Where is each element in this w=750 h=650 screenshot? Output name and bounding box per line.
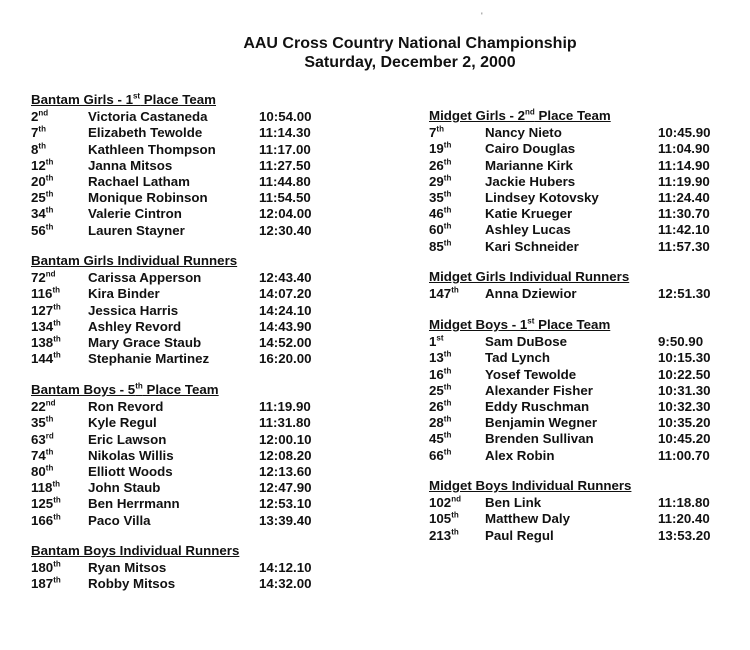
place-ordinal: th <box>52 479 61 489</box>
finish-time: 11:44.80 <box>259 173 311 189</box>
result-row <box>31 141 311 158</box>
runner-name: Tad Lynch <box>485 350 551 366</box>
results-section <box>31 253 312 367</box>
place-ordinal: th <box>443 157 452 167</box>
runner-name: Victoria Castaneda <box>88 109 208 125</box>
result-row <box>31 269 312 286</box>
runner-name: Kira Binder <box>88 286 160 302</box>
finish-place: 25th <box>429 382 452 398</box>
place-ordinal: th <box>443 140 452 150</box>
runner-name: Carissa Apperson <box>88 270 202 286</box>
result-row <box>429 221 710 238</box>
finish-time: 14:07.20 <box>259 286 312 302</box>
finish-place: 213th <box>429 527 459 543</box>
finish-place: 134th <box>31 318 61 334</box>
place-ordinal: th <box>443 189 452 199</box>
finish-time: 11:19.90 <box>658 173 710 189</box>
runner-name: Lauren Stayner <box>88 222 185 238</box>
finish-time: 12:30.40 <box>259 222 312 238</box>
result-row <box>429 447 710 464</box>
runner-name: Ryan Mitsos <box>88 560 167 576</box>
result-row <box>31 398 311 415</box>
finish-time: 11:27.50 <box>259 157 311 173</box>
result-row <box>429 382 711 399</box>
results-section <box>31 91 312 239</box>
finish-place: 7th <box>429 124 444 141</box>
finish-time: 9:50.90 <box>658 334 704 350</box>
result-row <box>31 222 312 239</box>
place-ordinal: th <box>53 575 61 585</box>
finish-time: 12:13.60 <box>259 463 312 479</box>
finish-time: 14:24.10 <box>259 302 312 318</box>
place-ordinal: th <box>451 527 459 537</box>
runner-name: Mary Grace Staub <box>88 334 202 350</box>
place-ordinal: th <box>45 463 54 473</box>
finish-place: 12th <box>31 157 54 173</box>
place-ordinal: th <box>53 318 61 328</box>
result-row <box>31 173 311 190</box>
runner-name: Ashley Lucas <box>485 222 571 238</box>
place-ordinal: th <box>443 398 452 408</box>
result-row <box>429 157 710 174</box>
runner-name: John Staub <box>88 480 161 496</box>
result-row <box>429 173 710 190</box>
runner-name: Monique Robinson <box>88 190 208 206</box>
section-heading-text: Midget Boys - 1 <box>429 317 528 332</box>
finish-time: 12:04.00 <box>259 206 312 222</box>
runner-name: Eddy Ruschman <box>485 398 590 414</box>
finish-place: 116th <box>31 285 61 302</box>
place-ordinal: th <box>53 512 61 522</box>
finish-place: 2nd <box>31 108 49 125</box>
finish-time: 12:51.30 <box>658 286 711 302</box>
finish-place: 34th <box>31 205 54 222</box>
finish-time: 11:20.40 <box>658 511 710 527</box>
result-row <box>31 479 312 496</box>
section-heading-text: Bantam Girls - 1 <box>31 92 133 107</box>
page-subtitle: Saturday, December 2, 2000 <box>304 54 516 71</box>
finish-place: 63rd <box>31 431 54 447</box>
result-row <box>429 430 711 447</box>
finish-time: 11:14.30 <box>259 125 311 141</box>
finish-place: 26th <box>429 398 452 414</box>
result-row <box>31 575 312 592</box>
results-section <box>429 478 711 544</box>
finish-time: 11:19.90 <box>259 399 311 415</box>
result-row <box>31 350 312 367</box>
result-row <box>31 559 312 576</box>
section-heading <box>31 382 219 398</box>
runner-name: Valerie Cintron <box>88 206 182 222</box>
runner-name: Alex Robin <box>485 447 555 463</box>
place-ordinal: th <box>53 559 61 569</box>
finish-place: 127th <box>31 302 61 318</box>
finish-place: 46th <box>429 205 452 222</box>
finish-time: 12:43.40 <box>259 270 312 286</box>
runner-name: Alexander Fisher <box>485 382 593 398</box>
finish-place: 7th <box>31 124 46 141</box>
finish-place: 29th <box>429 173 452 189</box>
place-ordinal: th <box>53 302 61 312</box>
finish-time: 11:42.10 <box>658 222 710 238</box>
runner-name: Stephanie Martinez <box>88 351 210 367</box>
finish-time: 10:54.00 <box>259 109 312 125</box>
finish-place: 125th <box>31 495 61 512</box>
runner-name: Marianne Kirk <box>485 157 573 173</box>
place-ordinal: th <box>443 430 452 440</box>
result-row <box>31 302 312 319</box>
result-row <box>429 285 711 302</box>
place-ordinal: th <box>443 221 452 231</box>
result-row <box>31 431 312 448</box>
result-row <box>31 334 312 351</box>
runner-name: Robby Mitsos <box>88 576 176 592</box>
result-row <box>429 238 710 255</box>
result-row <box>429 494 710 511</box>
runner-name: Nikolas Willis <box>88 447 174 463</box>
place-ordinal: rd <box>45 431 54 441</box>
place-ordinal: th <box>451 510 459 520</box>
section-heading-text: Midget Boys Individual Runners <box>429 478 632 493</box>
finish-place: 20th <box>31 173 54 189</box>
finish-time: 13:39.40 <box>259 512 312 528</box>
runner-name: Benjamin Wegner <box>485 415 598 431</box>
finish-time: 10:31.30 <box>658 382 711 398</box>
finish-time: 12:53.10 <box>259 496 312 512</box>
result-row <box>31 318 312 335</box>
section-heading-rest: Place Team <box>140 92 216 107</box>
finish-place: 35th <box>429 189 452 205</box>
place-ordinal: th <box>436 124 444 134</box>
results-section <box>31 381 312 529</box>
result-row <box>429 124 711 141</box>
page-title: AAU Cross Country National Championship <box>243 35 577 52</box>
runner-name: Janna Mitsos <box>88 157 173 173</box>
runner-name: Sam DuBose <box>485 334 568 350</box>
section-heading-rest: Place Team <box>534 317 611 332</box>
place-ordinal: nd <box>451 494 461 504</box>
place-ordinal: th <box>451 285 459 295</box>
finish-place: 13th <box>429 349 452 366</box>
place-ordinal: th <box>45 414 54 424</box>
section-heading-text: Bantam Boys Individual Runners <box>31 543 240 558</box>
finish-time: 12:00.10 <box>259 431 312 447</box>
finish-place: 144th <box>31 350 61 367</box>
runner-name: Cairo Douglas <box>485 141 576 157</box>
results-section <box>429 316 711 464</box>
section-heading-ordinal: th <box>135 381 143 391</box>
finish-place: 74th <box>31 447 54 463</box>
finish-place: 19th <box>429 140 452 157</box>
place-ordinal: nd <box>45 269 56 279</box>
result-row <box>429 189 710 206</box>
place-ordinal: th <box>38 124 46 134</box>
place-ordinal: th <box>443 447 452 457</box>
section-heading-rest: Place Team <box>142 382 219 397</box>
section-heading <box>31 543 239 559</box>
finish-place: 22nd <box>31 398 56 415</box>
runner-name: Kyle Regul <box>88 415 157 431</box>
place-ordinal: th <box>53 334 61 344</box>
place-ordinal: th <box>45 189 54 199</box>
finish-place: 187th <box>31 575 61 592</box>
finish-place: 56th <box>31 222 54 238</box>
finish-time: 11:00.70 <box>658 447 710 463</box>
section-heading-text: Bantam Girls Individual Runners <box>31 253 238 268</box>
result-row <box>429 333 704 350</box>
result-row <box>31 495 312 512</box>
finish-place: 138th <box>31 334 61 350</box>
runner-name: Lindsey Kotovsky <box>485 189 599 205</box>
place-ordinal: th <box>52 285 61 295</box>
section-heading-text: Bantam Boys - 5 <box>31 382 136 397</box>
finish-place: 147th <box>429 285 459 302</box>
finish-time: 12:08.20 <box>259 447 312 463</box>
finish-place: 25th <box>31 189 54 206</box>
place-ordinal: th <box>53 350 61 360</box>
section-heading <box>31 92 216 108</box>
finish-place: 16th <box>429 366 452 382</box>
result-row <box>31 205 312 222</box>
runner-name: Ashley Revord <box>88 318 182 334</box>
result-row <box>429 510 710 527</box>
result-row <box>31 124 311 141</box>
finish-time: 12:47.90 <box>259 480 312 496</box>
runner-name: Kari Schneider <box>485 238 579 254</box>
place-ordinal: th <box>45 205 54 215</box>
finish-time: 11:30.70 <box>658 206 710 222</box>
place-ordinal: th <box>443 205 452 215</box>
finish-time: 10:22.50 <box>658 366 711 382</box>
runner-name: Brenden Sullivan <box>485 431 594 447</box>
result-row <box>31 447 312 464</box>
finish-time: 14:12.10 <box>259 560 312 576</box>
finish-time: 11:14.90 <box>658 157 710 173</box>
finish-time: 11:17.00 <box>259 141 311 157</box>
finish-place: 1st <box>429 333 444 350</box>
result-row <box>31 512 312 529</box>
results-section <box>31 543 312 593</box>
section-heading <box>31 253 237 269</box>
finish-time: 11:24.40 <box>658 189 710 205</box>
place-ordinal: th <box>443 238 452 248</box>
section-heading <box>429 269 629 285</box>
finish-place: 60th <box>429 221 452 238</box>
result-row <box>429 140 710 157</box>
finish-time: 13:53.20 <box>658 527 711 543</box>
results-section <box>429 269 711 302</box>
finish-place: 28th <box>429 414 452 431</box>
finish-place: 180th <box>31 559 61 576</box>
runner-name: Paco Villa <box>88 512 151 528</box>
section-heading <box>429 478 631 494</box>
result-row <box>429 398 711 415</box>
result-row <box>429 414 711 431</box>
runner-name: Jessica Harris <box>88 302 179 318</box>
result-row <box>429 205 710 222</box>
finish-time: 10:15.30 <box>658 350 711 366</box>
section-heading <box>429 108 611 124</box>
result-row <box>429 527 711 544</box>
runner-name: Jackie Hubers <box>485 173 576 189</box>
finish-time: 11:04.90 <box>658 141 710 157</box>
place-ordinal: th <box>443 349 452 359</box>
result-row <box>31 414 311 431</box>
finish-time: 16:20.00 <box>259 351 312 367</box>
result-row <box>429 349 711 366</box>
scan-mark: ' <box>481 11 483 21</box>
finish-place: 85th <box>429 238 452 254</box>
finish-time: 14:52.00 <box>259 334 312 350</box>
finish-time: 14:43.90 <box>259 318 312 334</box>
runner-name: Ben Link <box>485 495 542 511</box>
finish-place: 166th <box>31 512 61 528</box>
finish-time: 11:57.30 <box>658 238 710 254</box>
runner-name: Eric Lawson <box>88 431 167 447</box>
finish-time: 14:32.00 <box>259 576 312 592</box>
place-ordinal: th <box>443 382 452 392</box>
runner-name: Matthew Daly <box>485 511 570 527</box>
place-ordinal: th <box>443 414 452 424</box>
finish-time: 11:31.80 <box>259 415 311 431</box>
runner-name: Elizabeth Tewolde <box>88 125 203 141</box>
place-ordinal: st <box>436 333 444 343</box>
result-row <box>31 108 312 125</box>
runner-name: Ron Revord <box>88 399 164 415</box>
section-heading-text: Midget Girls Individual Runners <box>429 269 630 284</box>
runner-name: Yosef Tewolde <box>485 366 577 382</box>
finish-time: 10:35.20 <box>658 415 711 431</box>
place-ordinal: th <box>45 222 54 232</box>
section-heading-ordinal: st <box>132 91 141 101</box>
finish-place: 45th <box>429 430 452 447</box>
result-row <box>429 366 711 383</box>
runner-name: Elliott Woods <box>88 463 173 479</box>
runner-name: Katie Krueger <box>485 206 573 222</box>
place-ordinal: th <box>45 447 54 457</box>
place-ordinal: th <box>38 141 46 151</box>
finish-place: 66th <box>429 447 452 463</box>
section-heading-ordinal: st <box>527 316 535 326</box>
finish-time: 10:32.30 <box>658 398 711 414</box>
finish-place: 8th <box>31 141 46 157</box>
place-ordinal: th <box>443 366 452 376</box>
results-section <box>429 107 711 255</box>
runner-name: Paul Regul <box>485 527 554 543</box>
result-row <box>31 189 311 206</box>
finish-place: 35th <box>31 414 54 431</box>
runner-name: Kathleen Thompson <box>88 141 216 157</box>
place-ordinal: th <box>45 173 54 183</box>
section-heading-rest: Place Team <box>534 108 611 123</box>
runner-name: Rachael Latham <box>88 173 190 189</box>
runner-name: Anna Dziewior <box>485 286 577 302</box>
runner-name: Nancy Nieto <box>485 125 562 141</box>
runner-name: Ben Herrmann <box>88 496 180 512</box>
place-ordinal: nd <box>38 108 49 118</box>
place-ordinal: nd <box>45 398 56 408</box>
place-ordinal: th <box>45 157 54 167</box>
section-heading-text: Midget Girls - 2 <box>429 108 526 123</box>
section-heading-ordinal: nd <box>525 107 535 117</box>
finish-time: 11:18.80 <box>658 495 710 511</box>
place-ordinal: th <box>443 173 452 183</box>
finish-place: 26th <box>429 157 452 173</box>
finish-time: 11:54.50 <box>259 190 311 206</box>
section-heading <box>429 317 610 333</box>
finish-place: 105th <box>429 510 459 527</box>
finish-time: 10:45.90 <box>658 125 711 141</box>
finish-place: 102nd <box>429 494 461 511</box>
result-row <box>31 157 311 174</box>
result-row <box>31 463 312 480</box>
place-ordinal: th <box>53 495 61 505</box>
finish-place: 80th <box>31 463 54 479</box>
finish-place: 72nd <box>31 269 56 286</box>
result-row <box>31 285 312 302</box>
finish-time: 10:45.20 <box>658 431 711 447</box>
finish-place: 118th <box>31 479 61 496</box>
